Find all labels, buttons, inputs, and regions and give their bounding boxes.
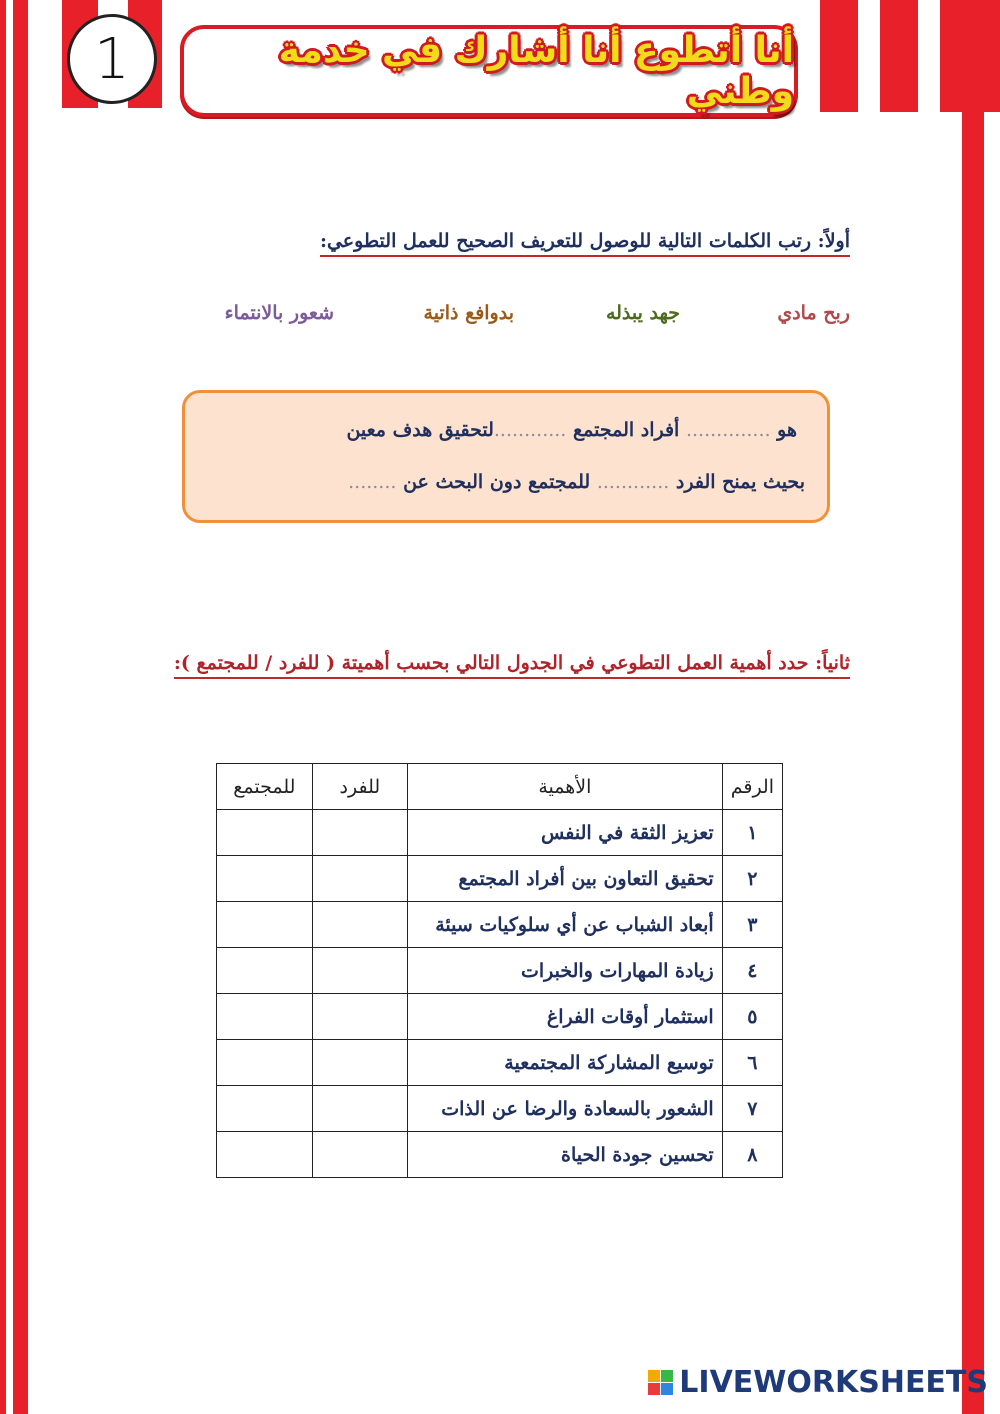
- worksheet-number: 1: [67, 14, 157, 104]
- cell-individual[interactable]: [312, 1132, 407, 1178]
- cell-individual[interactable]: [312, 902, 407, 948]
- table-row: [217, 994, 783, 1040]
- cell-society[interactable]: [217, 856, 313, 902]
- section1-heading: أولاً: رتب الكلمات التالية للوصول للتعريف الصحيح للعمل التطوعي:: [320, 230, 850, 257]
- importance-table: [216, 763, 783, 1178]
- cell-individual[interactable]: [312, 856, 407, 902]
- liveworksheets-logo-icon: [648, 1370, 673, 1395]
- table-row: [217, 856, 783, 902]
- table-row: [217, 902, 783, 948]
- word-option[interactable]: ربح مادي: [777, 302, 850, 324]
- stripe-left-outer: [0, 0, 6, 1414]
- stripe-right: [962, 0, 984, 1414]
- definition-word: أفراد المجتمع: [572, 419, 680, 441]
- answer-blank[interactable]: ..............: [685, 419, 771, 441]
- cell-individual[interactable]: [312, 1086, 407, 1132]
- table-row: [217, 1132, 783, 1178]
- header-num: الرقم: [722, 764, 782, 810]
- cell-individual[interactable]: [312, 1040, 407, 1086]
- definition-word: بحيث يمنح الفرد: [675, 471, 805, 493]
- stripe-top-3: [820, 0, 858, 112]
- stripe-left: [13, 0, 28, 1414]
- answer-blank[interactable]: ............: [493, 419, 567, 441]
- row-importance: استثمار أوقات الفراغ: [407, 994, 722, 1040]
- cell-society[interactable]: [217, 994, 313, 1040]
- row-number: ٤: [722, 948, 782, 994]
- cell-society[interactable]: [217, 948, 313, 994]
- table-header-row: [217, 764, 783, 810]
- header-individual: للفرد: [312, 764, 407, 810]
- section2-heading: ثانياً: حدد أهمية العمل التطوعي في الجدول التالي بحسب أهميتة ( للفرد / للمجتمع ):: [174, 652, 850, 679]
- answer-blank[interactable]: ............: [596, 471, 670, 493]
- cell-society[interactable]: [217, 1040, 313, 1086]
- cell-individual[interactable]: [312, 810, 407, 856]
- answer-blank[interactable]: ........: [348, 471, 397, 493]
- row-number: ٣: [722, 902, 782, 948]
- table-row: [217, 1040, 783, 1086]
- row-importance: تحسين جودة الحياة: [407, 1132, 722, 1178]
- stripe-top-5: [940, 0, 1000, 112]
- row-importance: الشعور بالسعادة والرضا عن الذات: [407, 1086, 722, 1132]
- word-option[interactable]: جهد يبذله: [605, 302, 680, 324]
- table-row: [217, 948, 783, 994]
- row-number: ٥: [722, 994, 782, 1040]
- cell-individual[interactable]: [312, 994, 407, 1040]
- definition-line-1: [346, 419, 797, 441]
- definition-word: هو: [777, 419, 797, 441]
- row-number: ٧: [722, 1086, 782, 1132]
- row-importance: تعزيز الثقة في النفس: [407, 810, 722, 856]
- word-option[interactable]: شعور بالانتماء: [224, 302, 334, 324]
- definition-line-2: [348, 471, 805, 493]
- cell-society[interactable]: [217, 1132, 313, 1178]
- table-row: [217, 1086, 783, 1132]
- row-importance: زيادة المهارات والخبرات: [407, 948, 722, 994]
- row-number: ٦: [722, 1040, 782, 1086]
- row-importance: أبعاد الشباب عن أي سلوكيات سيئة: [407, 902, 722, 948]
- header-importance: الأهمية: [407, 764, 722, 810]
- header-society: للمجتمع: [217, 764, 313, 810]
- row-importance: توسيع المشاركة المجتمعية: [407, 1040, 722, 1086]
- row-number: ١: [722, 810, 782, 856]
- title-banner: [180, 25, 798, 117]
- page-title: أنا أتطوع أنا أشارك في خدمة وطني: [278, 30, 794, 112]
- cell-society[interactable]: [217, 902, 313, 948]
- row-importance: تحقيق التعاون بين أفراد المجتمع: [407, 856, 722, 902]
- table-row: [217, 810, 783, 856]
- definition-box: [182, 390, 830, 523]
- stripe-top-4: [880, 0, 918, 112]
- cell-society[interactable]: [217, 810, 313, 856]
- definition-word: للمجتمع دون البحث عن: [403, 471, 591, 493]
- cell-society[interactable]: [217, 1086, 313, 1132]
- row-number: ٨: [722, 1132, 782, 1178]
- liveworksheets-brand[interactable]: [648, 1365, 988, 1400]
- word-option[interactable]: بدوافع ذاتية: [423, 302, 514, 324]
- brand-name: LIVEWORKSHEETS: [679, 1365, 988, 1400]
- row-number: ٢: [722, 856, 782, 902]
- definition-word: لتحقيق هدف معين: [346, 419, 494, 441]
- cell-individual[interactable]: [312, 948, 407, 994]
